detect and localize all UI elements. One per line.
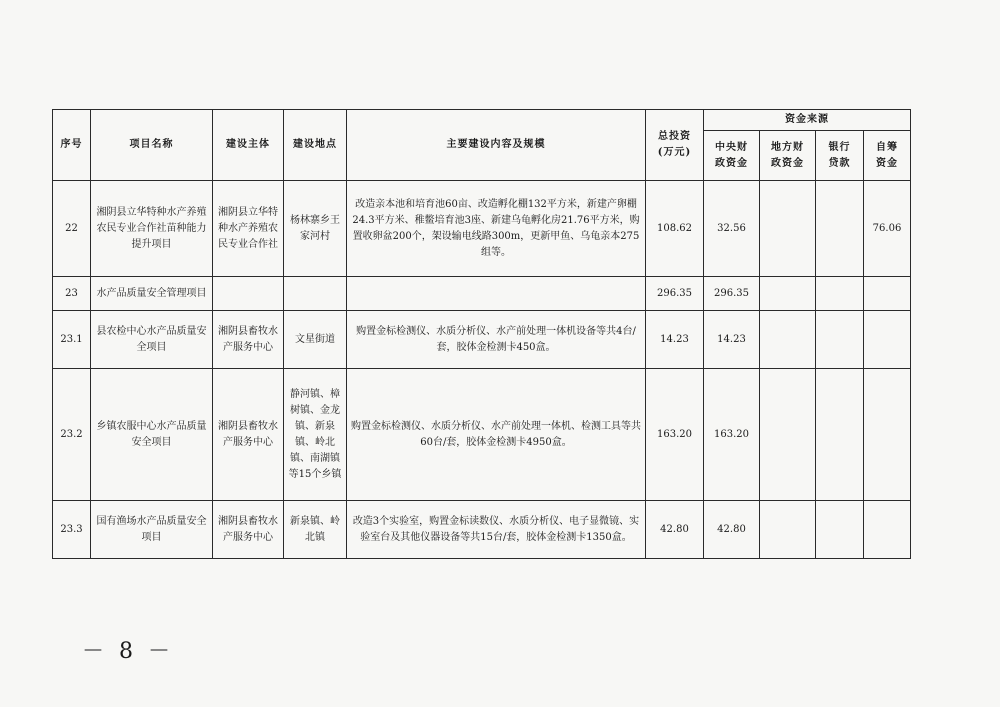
cell-location: 文星街道 bbox=[284, 311, 347, 369]
cell-central: 296.35 bbox=[704, 277, 760, 311]
cell-self bbox=[864, 311, 911, 369]
cell-total: 42.80 bbox=[646, 501, 704, 559]
cell-self bbox=[864, 277, 911, 311]
cell-owner: 湘阴县立华特种水产养殖农民专业合作社 bbox=[213, 181, 284, 277]
header-fund-central bbox=[704, 131, 760, 181]
cell-owner bbox=[213, 277, 284, 311]
cell-no: 23 bbox=[53, 277, 91, 311]
table-row bbox=[53, 369, 911, 501]
cell-name: 国有渔场水产品质量安全项目 bbox=[91, 501, 213, 559]
cell-content: 改造亲本池和培育池60亩、改造孵化棚132平方米，新建产卵棚24.3平方米、稚鳖培育池3座、新建乌龟孵化房21.76平方米，购置收卵盆200个，架设输电线路300m，更新甲鱼、乌龟亲本275组等。 bbox=[347, 181, 646, 277]
header-fund-local bbox=[760, 131, 816, 181]
header-no: 序号 bbox=[53, 110, 91, 181]
page-number: － 8 － bbox=[82, 639, 174, 664]
table-row bbox=[53, 277, 911, 311]
header-fund-bank-line1: 银行 bbox=[828, 141, 851, 153]
cell-central: 32.56 bbox=[704, 181, 760, 277]
table-row bbox=[53, 501, 911, 559]
cell-central: 14.23 bbox=[704, 311, 760, 369]
cell-content bbox=[347, 277, 646, 311]
header-fund-local-line1: 地方财 bbox=[771, 141, 804, 153]
cell-central: 42.80 bbox=[704, 501, 760, 559]
cell-bank bbox=[816, 311, 864, 369]
cell-no: 23.2 bbox=[53, 369, 91, 501]
header-fund-self-line2: 资金 bbox=[876, 157, 898, 169]
cell-content: 购置金标检测仪、水质分析仪、水产前处理一体机设备等共4台/套，胶体金检测卡450盒。 bbox=[347, 311, 646, 369]
cell-local bbox=[760, 277, 816, 311]
cell-total: 296.35 bbox=[646, 277, 704, 311]
cell-owner: 湘阴县畜牧水产服务中心 bbox=[213, 501, 284, 559]
cell-total: 14.23 bbox=[646, 311, 704, 369]
table-row bbox=[53, 181, 911, 277]
cell-bank bbox=[816, 501, 864, 559]
header-total-line1: 总投资 bbox=[658, 131, 691, 142]
cell-local bbox=[760, 369, 816, 501]
cell-self: 76.06 bbox=[864, 181, 911, 277]
cell-location bbox=[284, 277, 347, 311]
cell-no: 22 bbox=[53, 181, 91, 277]
project-table bbox=[52, 109, 911, 559]
header-location: 建设地点 bbox=[284, 110, 347, 181]
header-fund-bank-line2: 贷款 bbox=[828, 157, 851, 169]
cell-no: 23.1 bbox=[53, 311, 91, 369]
cell-self bbox=[864, 501, 911, 559]
cell-name: 水产品质量安全管理项目 bbox=[91, 277, 213, 311]
cell-self bbox=[864, 369, 911, 501]
header-funding: 资金来源 bbox=[704, 110, 911, 131]
header-total bbox=[646, 110, 704, 181]
header-fund-self-line1: 自筹 bbox=[876, 141, 898, 153]
cell-location: 新泉镇、岭北镇 bbox=[284, 501, 347, 559]
cell-central: 163.20 bbox=[704, 369, 760, 501]
cell-content: 购置金标检测仪、水质分析仪、水产前处理一体机、检测工具等共60台/套，胶体金检测卡4950盒。 bbox=[347, 369, 646, 501]
header-owner: 建设主体 bbox=[213, 110, 284, 181]
header-fund-self bbox=[864, 131, 911, 181]
header-fund-central-line2: 政资金 bbox=[715, 157, 748, 169]
header-fund-local-line2: 政资金 bbox=[771, 157, 804, 169]
cell-local bbox=[760, 311, 816, 369]
cell-name: 县农检中心水产品质量安全项目 bbox=[91, 311, 213, 369]
cell-content: 改造3个实验室，购置金标读数仪、水质分析仪、电子显微镜、实验室台及其他仪器设备等共15台/套，胶体金检测卡1350盒。 bbox=[347, 501, 646, 559]
header-fund-central-line1: 中央财 bbox=[715, 141, 748, 153]
cell-location: 静河镇、樟树镇、金龙镇、新泉镇、岭北镇、南湖镇等15个乡镇 bbox=[284, 369, 347, 501]
header-content: 主要建设内容及规模 bbox=[347, 110, 646, 181]
cell-location: 杨林寨乡王家河村 bbox=[284, 181, 347, 277]
cell-owner: 湘阴县畜牧水产服务中心 bbox=[213, 369, 284, 501]
cell-bank bbox=[816, 181, 864, 277]
cell-owner: 湘阴县畜牧水产服务中心 bbox=[213, 311, 284, 369]
cell-name: 湘阴县立华特种水产养殖农民专业合作社苗种能力提升项目 bbox=[91, 181, 213, 277]
cell-total: 163.20 bbox=[646, 369, 704, 501]
cell-local bbox=[760, 501, 816, 559]
cell-bank bbox=[816, 277, 864, 311]
cell-bank bbox=[816, 369, 864, 501]
cell-no: 23.3 bbox=[53, 501, 91, 559]
table-row bbox=[53, 311, 911, 369]
cell-name: 乡镇农服中心水产品质量安全项目 bbox=[91, 369, 213, 501]
cell-total: 108.62 bbox=[646, 181, 704, 277]
cell-local bbox=[760, 181, 816, 277]
header-name: 项目名称 bbox=[91, 110, 213, 181]
header-fund-bank bbox=[816, 131, 864, 181]
header-total-line2: (万元) bbox=[657, 147, 692, 158]
